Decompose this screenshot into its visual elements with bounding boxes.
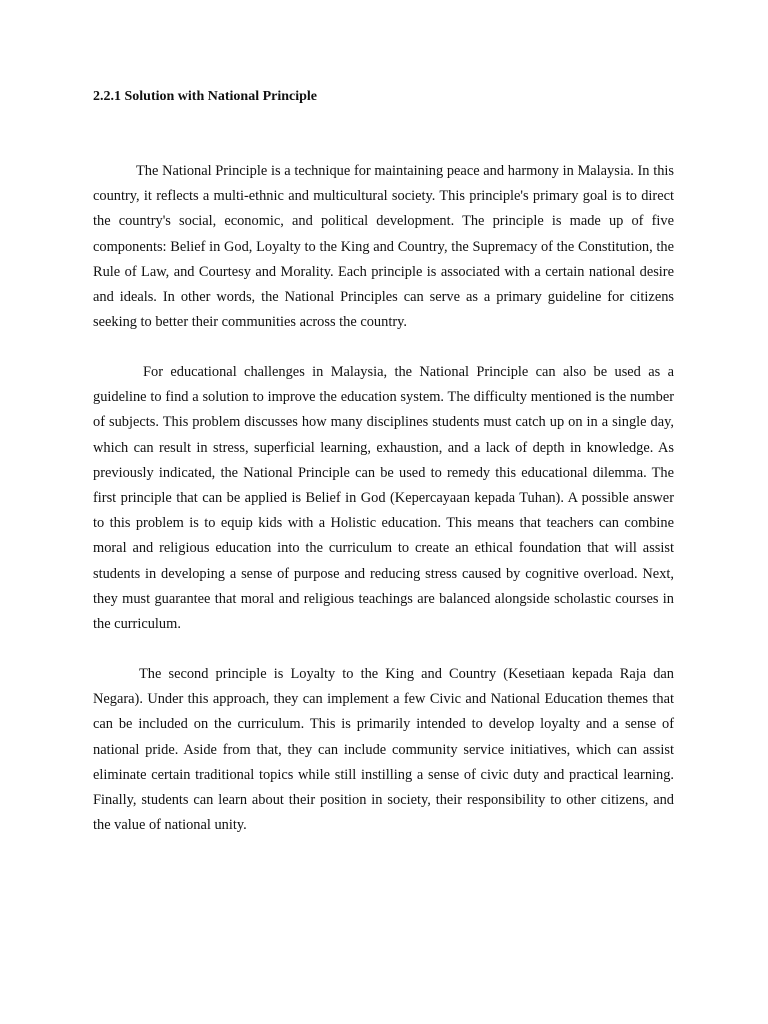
paragraph-belief-in-god: For educational challenges in Malaysia, the National Principle can also be used as a guideline to find a solution to improve the education system. The difficulty mentioned is the number of subjects. This problem discusses how many disciplines students must catch up on in a single day, which can result in stress, superficial learning, exhaustion, and a lack of depth in knowledge. As previously indicated, the National Principle can be used to remedy this educational dilemma. The first principle that can be applied is Belief in God (Kepercayaan kepada Tuhan). A possible answer to this problem is to equip kids with a Holistic education. This means that teachers can combine moral and religious education into the curriculum to create an ethical foundation that will assist students in developing a sense of purpose and reducing stress caused by cognitive overload. Next, they must guarantee that moral and religious teachings are balanced alongside scholastic courses in the curriculum. xyxy=(93,364,674,633)
paragraph-loyalty-king-country: The second principle is Loyalty to the King and Country (Kesetiaan kepada Raja dan Negara). Under this approach, they can implement a few Civic and National Education themes that can be included on the curriculum. This is primarily intended to develop loyalty and a sense of national pride. Aside from that, they can include community service initiatives, which can assist eliminate certain traditional topics while still instilling a sense of civic duty and practical learning. Finally, students can learn about their position in society, their responsibility to other citizens, and the value of national unity. xyxy=(93,666,674,834)
paragraph-national-principle-intro: The National Principle is a technique for maintaining peace and harmony in Malaysia. In this country, it reflects a multi-ethnic and multicultural society. This principle's primary goal is to direct the country's social, economic, and political development. The principle is made up of five components: Belief in God, Loyalty to the King and Country, the Supremacy of the Constitution, the Rule of Law, and Courtesy and Morality. Each principle is associated with a certain national desire and ideals. In other words, the National Principles can serve as a primary guideline for citizens seeking to better their communities across the country. xyxy=(93,163,674,331)
section-heading: 2.2.1 Solution with National Principle xyxy=(93,89,318,104)
